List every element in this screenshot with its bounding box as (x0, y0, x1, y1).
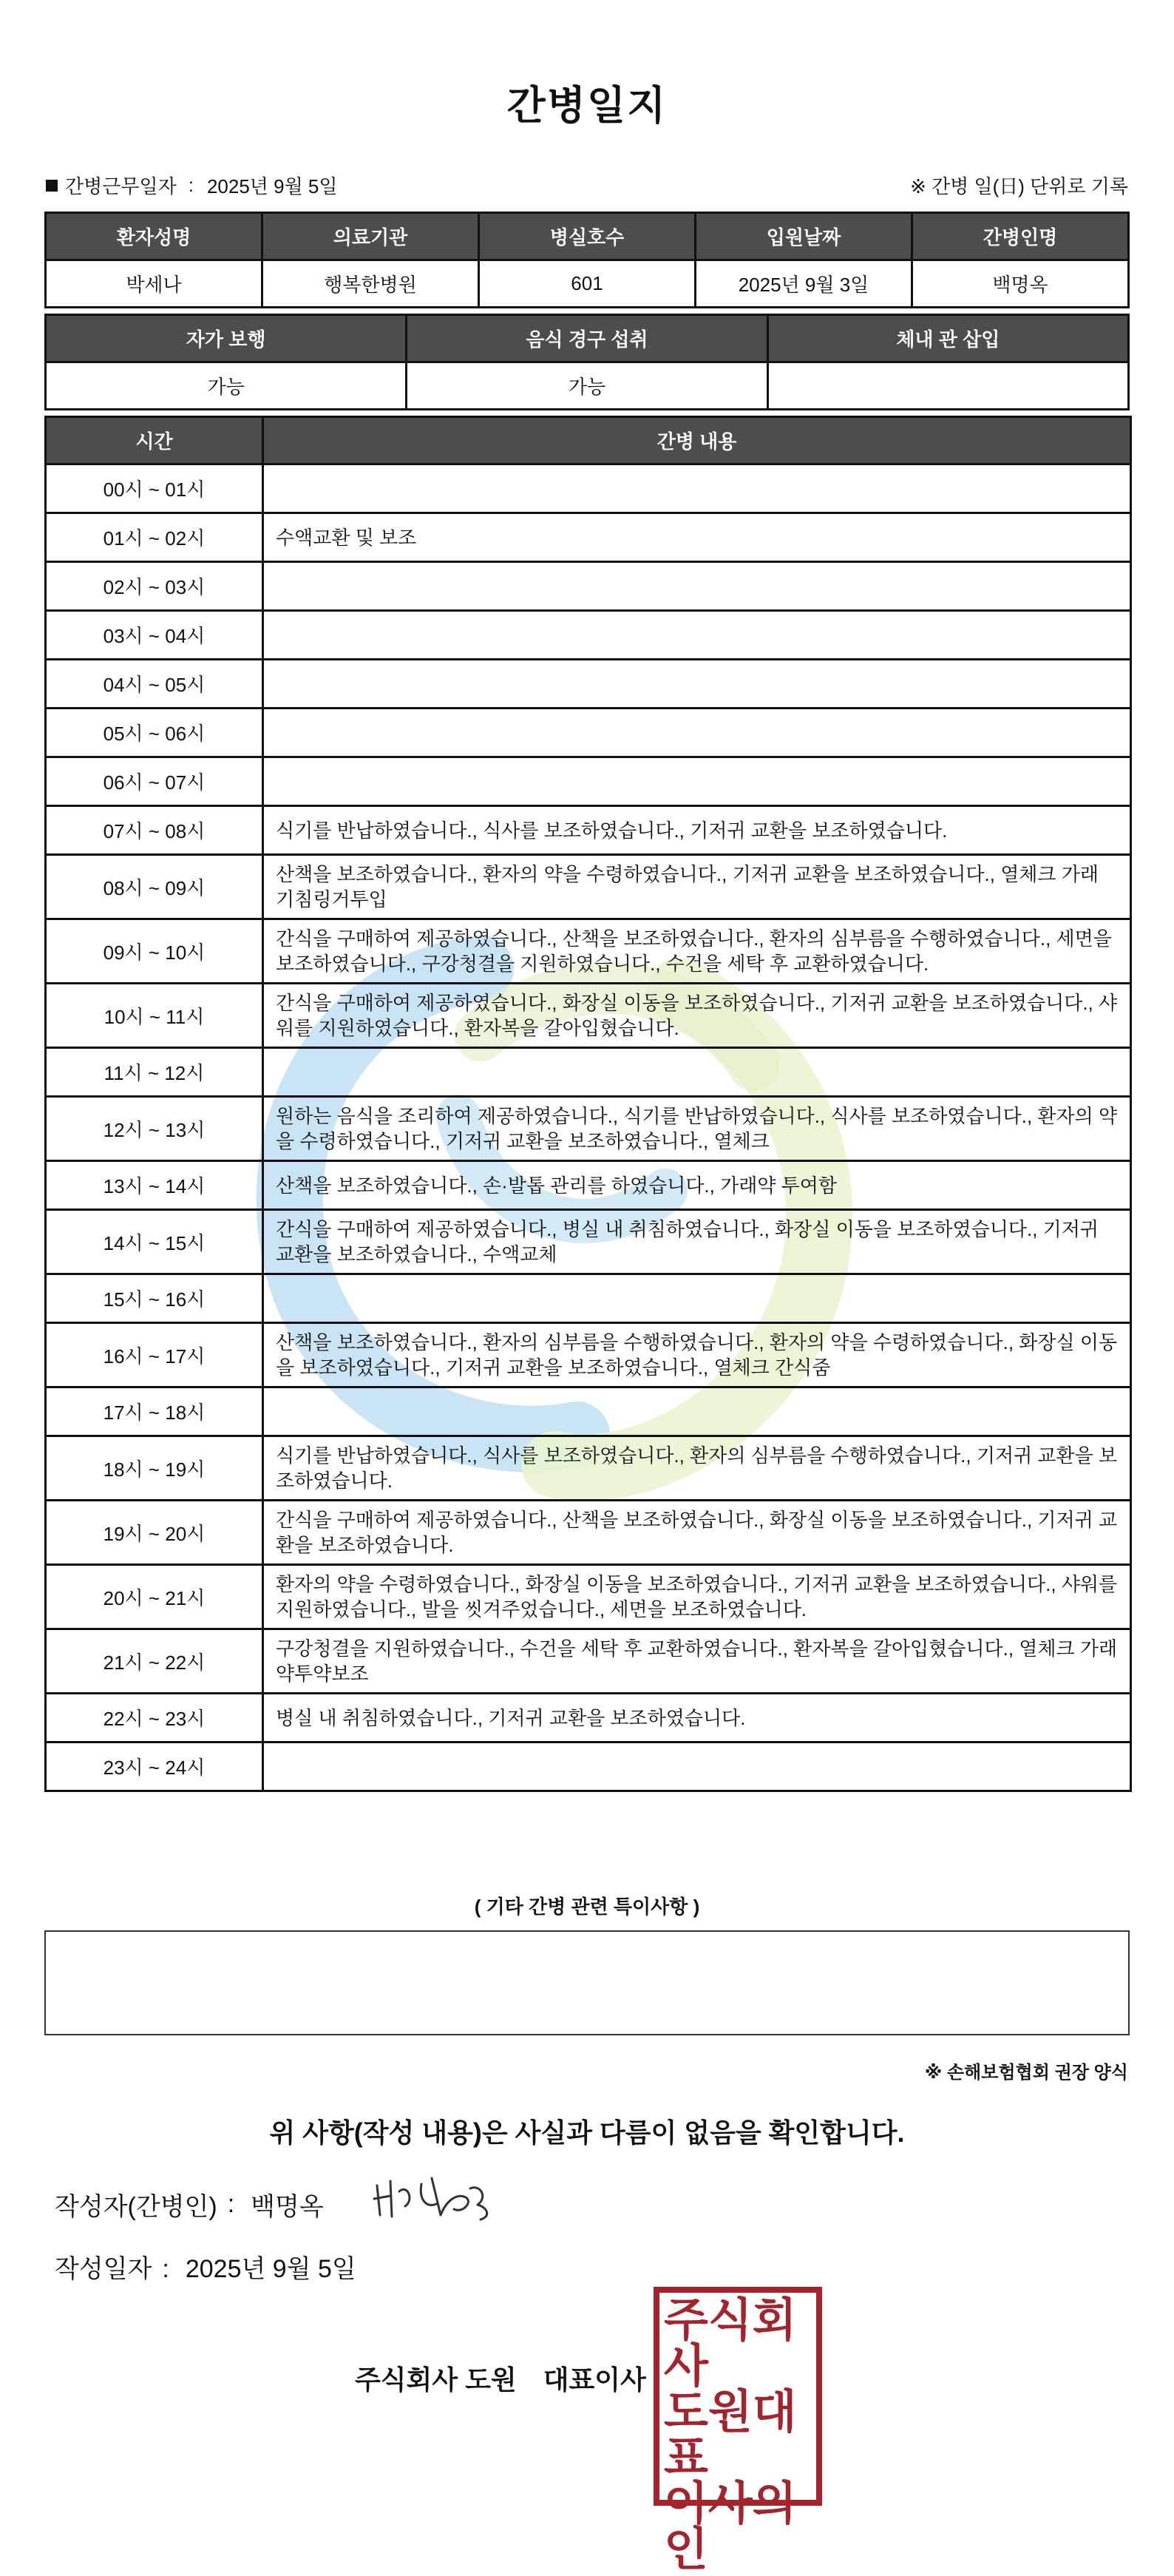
log-time: 13시 ~ 14시 (46, 1161, 263, 1210)
log-row (46, 1436, 1131, 1501)
log-time: 04시 ~ 05시 (46, 660, 263, 709)
log-content (263, 660, 1131, 709)
care-log-table (44, 416, 1132, 1792)
admission-date: 2025년 9월 3일 (696, 260, 912, 308)
seal-row: 이사의인 (664, 2476, 797, 2576)
log-row (46, 1048, 1131, 1097)
company-role: 대표이사 (543, 2364, 646, 2395)
log-row (46, 660, 1131, 709)
room-number: 601 (479, 260, 696, 308)
header-caregiver-name: 간병인명 (912, 213, 1129, 260)
log-row (46, 611, 1131, 660)
log-content (263, 562, 1131, 611)
log-content (263, 709, 1131, 757)
log-row (46, 1210, 1131, 1274)
writer-label: 작성자(간병인) (55, 2193, 217, 2221)
association-note: ※ 손해보험협회 권장 양식 (924, 2063, 1128, 2083)
written-date-value: 2025년 9월 5일 (185, 2255, 356, 2283)
log-content: 환자의 약을 수령하였습니다., 화장실 이동을 보조하였습니다., 기저귀 교환을 보조하였습니다., 샤워를 지원하였습니다., 발을 씻겨주었습니다., 세면을 보조하였습니다. (263, 1565, 1131, 1629)
log-content: 산책을 보조하였습니다., 환자의 약을 수령하였습니다., 기저귀 교환을 보조하였습니다., 열체크 가래 기침링거투입 (263, 855, 1131, 919)
log-time: 20시 ~ 21시 (46, 1565, 263, 1629)
log-row (46, 1097, 1131, 1161)
header-time: 시간 (46, 417, 263, 464)
log-time: 23시 ~ 24시 (46, 1742, 263, 1791)
log-row (46, 1565, 1131, 1629)
tube-insertion-value (767, 362, 1128, 410)
log-content: 수액교환 및 보조 (263, 513, 1131, 562)
header-patient-name: 환자성명 (46, 213, 262, 260)
log-time: 00시 ~ 01시 (46, 464, 263, 513)
log-time: 01시 ~ 02시 (46, 513, 263, 562)
log-content: 간식을 구매하여 제공하였습니다., 산책을 보조하였습니다., 화장실 이동을 보조하였습니다., 기저귀 교환을 보조하였습니다. (263, 1501, 1131, 1565)
log-time: 16시 ~ 17시 (46, 1323, 263, 1387)
header-self-walking: 자가 보행 (46, 315, 407, 362)
log-time: 10시 ~ 11시 (46, 984, 263, 1048)
log-row (46, 464, 1131, 513)
log-time: 02시 ~ 03시 (46, 562, 263, 611)
log-row (46, 1629, 1131, 1694)
patient-info-table (44, 212, 1130, 308)
handwritten-signature (370, 2171, 495, 2230)
log-content: 병실 내 취침하였습니다., 기저귀 교환을 보조하였습니다. (263, 1694, 1131, 1742)
log-content: 구강청결을 지원하였습니다., 수건을 세탁 후 교환하였습니다., 환자복을 갈아입혔습니다., 열체크 가래약투약보조 (263, 1629, 1131, 1694)
log-row (46, 1387, 1131, 1436)
oral-intake-value: 가능 (407, 362, 767, 410)
work-date-label: 간병근무일자 (65, 175, 177, 197)
log-content (263, 464, 1131, 513)
log-content (263, 611, 1131, 660)
patient-name: 박세나 (46, 260, 262, 308)
hospital-name: 행복한병원 (262, 260, 479, 308)
log-content: 간식을 구매하여 제공하였습니다., 화장실 이동을 보조하였습니다., 기저귀 교환을 보조하였습니다., 샤워를 지원하였습니다., 환자복을 갈아입혔습니다. (263, 984, 1131, 1048)
log-time: 18시 ~ 19시 (46, 1436, 263, 1501)
header-admission-date: 입원날짜 (696, 213, 912, 260)
log-time: 08시 ~ 09시 (46, 855, 263, 919)
log-row (46, 1742, 1131, 1791)
log-content (263, 1048, 1131, 1097)
log-time: 14시 ~ 15시 (46, 1210, 263, 1274)
log-time: 06시 ~ 07시 (46, 757, 263, 806)
seal-row: 도원대표 (664, 2384, 797, 2484)
log-content: 간식을 구매하여 제공하였습니다., 병실 내 취침하였습니다., 화장실 이동을 보조하였습니다., 기저귀 교환을 보조하였습니다., 수액교체 (263, 1210, 1131, 1274)
log-time: 19시 ~ 20시 (46, 1501, 263, 1565)
work-date-value: 2025년 9월 5일 (206, 175, 338, 197)
log-time: 09시 ~ 10시 (46, 919, 263, 984)
log-time: 11시 ~ 12시 (46, 1048, 263, 1097)
log-row (46, 1161, 1131, 1210)
log-row (46, 709, 1131, 757)
caregiver-name: 백명옥 (912, 260, 1129, 308)
log-row (46, 919, 1131, 984)
work-date-line (46, 172, 338, 199)
header-oral-intake: 음식 경구 섭취 (407, 315, 767, 362)
daily-record-note: ※ 간병 일(日) 단위로 기록 (910, 175, 1128, 197)
special-notes-title: ( 기타 간병 관련 특이사항 ) (474, 1896, 700, 1918)
log-row (46, 562, 1131, 611)
header-hospital: 의료기관 (262, 213, 479, 260)
written-date-colon: : (162, 2255, 169, 2283)
log-row (46, 1274, 1131, 1323)
log-row (46, 1323, 1131, 1387)
log-content (263, 1742, 1131, 1791)
log-row (46, 513, 1131, 562)
log-time: 07시 ~ 08시 (46, 806, 263, 855)
writer-name: 백명옥 (251, 2193, 324, 2221)
company-name: 주식회사 도원 (355, 2364, 517, 2395)
bullet-square-icon (46, 180, 58, 192)
log-content: 산책을 보조하였습니다., 환자의 심부름을 수행하였습니다., 환자의 약을 수령하였습니다., 화장실 이동을 보조하였습니다., 기저귀 교환을 보조하였습니다., 열체크 간식줌 (263, 1323, 1131, 1387)
log-time: 03시 ~ 04시 (46, 611, 263, 660)
self-walking-value: 가능 (46, 362, 407, 410)
special-notes-box (44, 1930, 1130, 2035)
log-content: 원하는 음식을 조리하여 제공하였습니다., 식기를 반납하였습니다., 식사를 보조하였습니다., 환자의 약을 수령하였습니다., 기저귀 교환을 보조하였습니다., 열체크 (263, 1097, 1131, 1161)
log-time: 12시 ~ 13시 (46, 1097, 263, 1161)
header-care-content: 간병 내용 (263, 417, 1131, 464)
log-content (263, 1387, 1131, 1436)
log-content (263, 757, 1131, 806)
log-content (263, 1274, 1131, 1323)
writer-line (55, 2186, 324, 2222)
header-tube-insertion: 체내 관 삽입 (767, 315, 1128, 362)
patient-ability-table (44, 314, 1130, 410)
log-row (46, 855, 1131, 919)
log-row (46, 1694, 1131, 1742)
header-room: 병실호수 (479, 213, 696, 260)
log-content: 산책을 보조하였습니다., 손·발톱 관리를 하였습니다., 가래약 투여함 (263, 1161, 1131, 1210)
writer-colon: : (227, 2190, 235, 2218)
company-signature (355, 2359, 646, 2397)
log-content: 간식을 구매하여 제공하였습니다., 산책을 보조하였습니다., 환자의 심부름을 수행하였습니다., 세면을 보조하였습니다., 구강청결을 지원하였습니다., 수건을 세탁 후 교환하였습니다. (263, 919, 1131, 984)
log-row (46, 757, 1131, 806)
written-date-line (55, 2248, 356, 2285)
seal-row: 주식회사 (664, 2293, 797, 2393)
log-time: 05시 ~ 06시 (46, 709, 263, 757)
company-seal-stamp (654, 2287, 822, 2576)
log-content: 식기를 반납하였습니다., 식사를 보조하였습니다., 환자의 심부름을 수행하였습니다., 기저귀 교환을 보조하였습니다. (263, 1436, 1131, 1501)
log-time: 17시 ~ 18시 (46, 1387, 263, 1436)
log-content: 식기를 반납하였습니다., 식사를 보조하였습니다., 기저귀 교환을 보조하였습니다. (263, 806, 1131, 855)
work-date-colon: : (188, 174, 194, 196)
log-time: 21시 ~ 22시 (46, 1629, 263, 1694)
log-row (46, 806, 1131, 855)
page-title: 간병일지 (506, 84, 668, 128)
confirmation-statement: 위 사항(작성 내용)은 사실과 다름이 없음을 확인합니다. (269, 2117, 905, 2148)
log-row (46, 984, 1131, 1048)
log-time: 15시 ~ 16시 (46, 1274, 263, 1323)
log-row (46, 1501, 1131, 1565)
log-time: 22시 ~ 23시 (46, 1694, 263, 1742)
written-date-label: 작성일자 (55, 2255, 152, 2283)
